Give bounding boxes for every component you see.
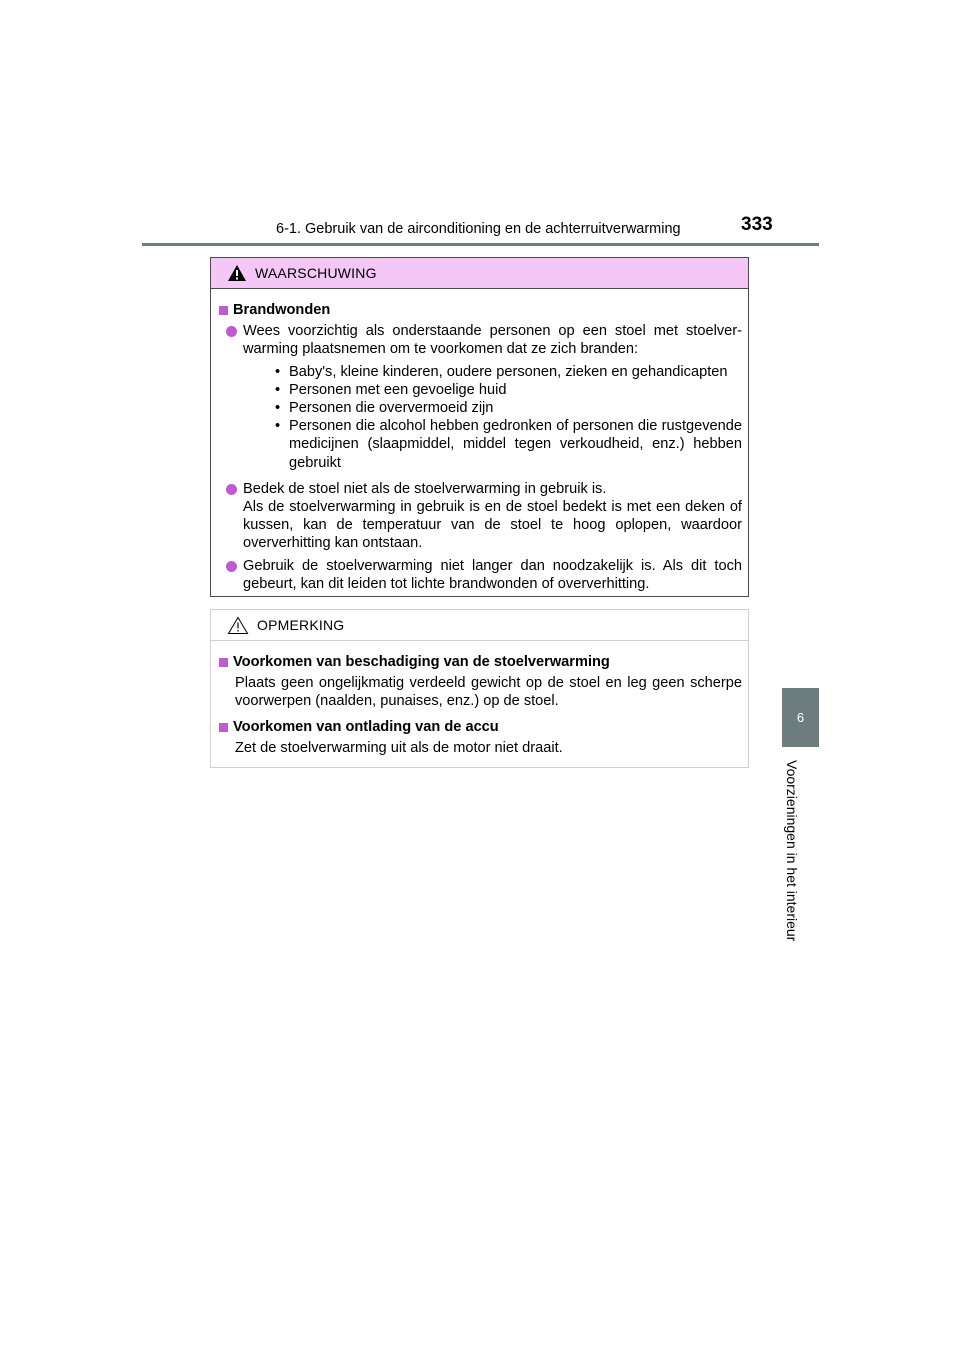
sub-list-item: • Personen die oververmoeid zijn bbox=[275, 400, 494, 417]
round-bullet-icon bbox=[226, 326, 237, 337]
sub-list bbox=[275, 363, 742, 472]
sub-list-item: • Personen die alcohol hebben gedronken of personen die rustgevende medicijnen (slaapmiddel, middel tegen verkoudheid, enz.) hebben gebruikt bbox=[275, 418, 742, 471]
list-item: Bedek de stoel niet als de stoelverwarming in gebruik is. Als de stoelverwarming in gebruik is en de stoel bedekt is met een deken of kussen, kan de temperatuur van de stoel te hoog oplopen, waardoor oververhitting kan ontstaan. bbox=[226, 480, 742, 553]
paragraph: Zet de stoelverwarming uit als de motor niet draait. bbox=[235, 739, 563, 756]
section-title: 6-1. Gebruik van de airconditioning en de achterruitverwarming bbox=[276, 221, 681, 237]
paragraph: Plaats geen ongelijkmatig verdeeld gewicht op de stoel en leg geen scherpe voorwerpen (naalden, punaises, enz.) op de stoel. bbox=[235, 675, 742, 710]
note-header bbox=[211, 610, 748, 641]
square-bullet-icon bbox=[219, 658, 228, 667]
chapter-label: Voorzieningen in het interieur bbox=[784, 760, 800, 942]
round-bullet-icon bbox=[226, 561, 237, 572]
warning-box bbox=[210, 257, 749, 597]
warning-header bbox=[211, 258, 748, 289]
warning-body bbox=[211, 289, 748, 593]
warning-triangle-icon bbox=[227, 264, 247, 282]
section-heading: Voorkomen van ontlading van de accu bbox=[217, 718, 742, 736]
warning-title: WAARSCHUWING bbox=[255, 264, 377, 281]
note-body bbox=[211, 641, 748, 757]
square-bullet-icon bbox=[219, 723, 228, 732]
note-box bbox=[210, 609, 749, 768]
note-title: OPMERKING bbox=[257, 616, 345, 633]
section-heading: Voorkomen van beschadiging van de stoelverwarming bbox=[217, 653, 742, 671]
list-item: Wees voorzichtig als onderstaande personen op een stoel met stoelverwarming plaatsnemen om te voorkomen dat ze zich branden: • Baby's, kleine kinderen, oudere personen, zieken en gehandicapten • Personen met een gevoelige huid • Personen die oververmoeid zijn • Personen die alcohol hebben gedronken of personen die rustgevende medicijnen (slaapmiddel, middel tegen verkoudheid, enz.) hebben gebruikt bbox=[226, 322, 742, 476]
chapter-number: 6 bbox=[796, 710, 805, 725]
caution-triangle-outline-icon bbox=[227, 616, 249, 635]
chapter-tab bbox=[782, 688, 819, 747]
header-rule bbox=[142, 243, 819, 246]
list-item: Gebruik de stoelverwarming niet langer dan noodzakelijk is. Als dit toch gebeurt, kan dit leiden tot lichte brandwonden of oververhitting. bbox=[226, 557, 742, 593]
square-bullet-icon bbox=[219, 306, 228, 315]
section-heading: Brandwonden bbox=[217, 301, 742, 319]
page-number: 333 bbox=[741, 214, 773, 235]
sub-list-item: • Personen met een gevoelige huid bbox=[275, 381, 507, 398]
sub-list-item: • Baby's, kleine kinderen, oudere personen, zieken en gehandicapten bbox=[275, 363, 728, 380]
round-bullet-icon bbox=[226, 484, 237, 495]
